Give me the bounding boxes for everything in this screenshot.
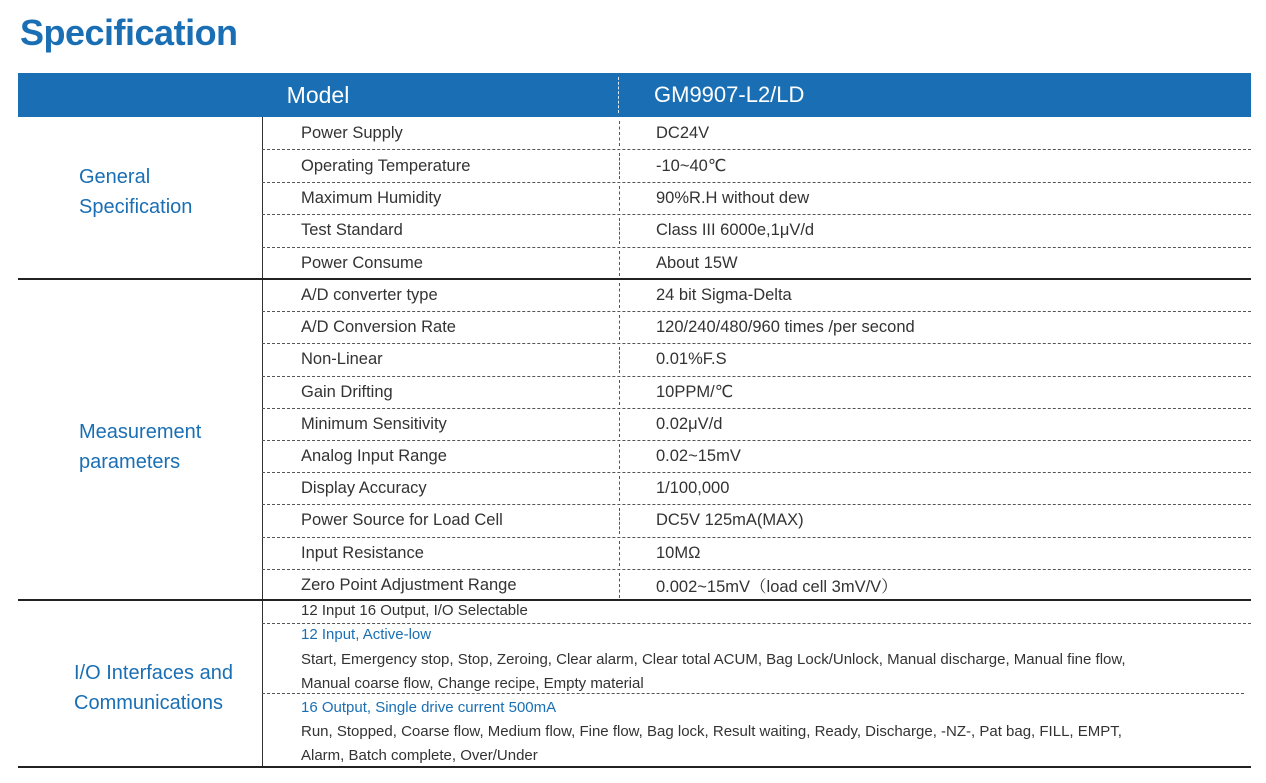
page-title: Specification — [20, 12, 238, 53]
spec-row — [262, 538, 1251, 570]
spec-row — [262, 505, 1251, 537]
spec-row — [262, 473, 1251, 505]
column-divider — [619, 153, 620, 178]
spec-row — [262, 183, 1251, 215]
spec-label: Power Consume — [301, 253, 423, 272]
model-value: GM9907-L2/LD — [654, 82, 805, 107]
spec-value: 0.002~15mV（load cell 3mV/V） — [656, 578, 898, 597]
spec-value: DC24V — [656, 124, 710, 143]
spec-row — [262, 248, 1251, 279]
column-divider — [619, 573, 620, 598]
category-measurement — [79, 417, 201, 477]
spec-row — [262, 118, 1251, 150]
column-divider — [619, 218, 620, 243]
io-output-heading: 16 Output, Single drive current 500mA — [301, 699, 557, 716]
spec-row — [262, 377, 1251, 409]
category-io-line2: Communications — [74, 692, 223, 714]
io-input-line1: Start, Emergency stop, Stop, Zeroing, Clear alarm, Clear total ACUM, Bag Lock/Unlock, Manual discharge, Manual fine flow, — [301, 651, 1126, 668]
spec-value: 0.02μV/d — [656, 414, 723, 433]
spec-row — [262, 312, 1251, 344]
spec-label: Analog Input Range — [301, 447, 447, 466]
spec-value: 1/100,000 — [656, 479, 730, 498]
spec-value: 10PPM/℃ — [656, 383, 734, 402]
section-rule-2 — [18, 599, 1251, 601]
spec-value: 0.01%F.S — [656, 350, 727, 369]
category-measurement-line1: Measurement — [79, 421, 202, 443]
section-rule-3 — [18, 766, 1251, 768]
category-io-line1: I/O Interfaces and — [74, 662, 233, 684]
spec-value: DC5V 125mA(MAX) — [656, 511, 804, 530]
column-divider — [619, 186, 620, 211]
io-input-line2: Manual coarse flow, Change recipe, Empty material — [301, 675, 644, 692]
io-output-line1: Run, Stopped, Coarse flow, Medium flow, Fine flow, Bag lock, Result waiting, Ready, Discharge, -NZ-, Pat bag, FILL, EMPT, — [301, 723, 1122, 740]
column-divider — [619, 508, 620, 533]
column-divider — [619, 315, 620, 340]
spec-label: A/D Conversion Rate — [301, 318, 456, 337]
spec-row — [262, 409, 1251, 441]
category-general-line2: Specification — [79, 196, 193, 218]
model-label: Model — [286, 81, 350, 108]
column-divider — [619, 476, 620, 501]
io-output-line2: Alarm, Batch complete, Over/Under — [301, 747, 538, 764]
spec-label: Minimum Sensitivity — [301, 414, 447, 433]
category-measurement-line2: parameters — [79, 451, 181, 473]
column-divider — [619, 380, 620, 405]
spec-row — [262, 150, 1251, 182]
category-io — [74, 658, 233, 718]
spec-value: 90%R.H without dew — [656, 188, 810, 207]
io-divider-2 — [262, 693, 1244, 694]
header-divider — [618, 77, 619, 113]
spec-row — [262, 215, 1251, 247]
io-summary: 12 Input 16 Output, I/O Selectable — [301, 602, 528, 619]
column-divider — [619, 251, 620, 276]
table-header — [18, 73, 1251, 117]
spec-label: Non-Linear — [301, 350, 383, 369]
column-divider — [619, 444, 620, 469]
column-divider — [619, 412, 620, 437]
spec-value: Class III 6000e,1μV/d — [656, 221, 815, 240]
column-divider — [619, 541, 620, 566]
spec-label: A/D converter type — [301, 286, 438, 305]
spec-label: Zero Point Adjustment Range — [301, 575, 517, 594]
category-general — [79, 162, 192, 222]
spec-label: Maximum Humidity — [301, 188, 442, 207]
column-divider — [619, 283, 620, 308]
spec-row — [262, 344, 1251, 376]
spec-label: Test Standard — [301, 221, 403, 240]
spec-label: Power Source for Load Cell — [301, 511, 503, 530]
io-input-heading: 12 Input, Active-low — [301, 626, 432, 643]
column-divider — [619, 347, 620, 372]
spec-value: About 15W — [656, 253, 738, 272]
spec-value: 10MΩ — [656, 543, 701, 562]
spec-label: Operating Temperature — [301, 156, 471, 175]
spec-value: 120/240/480/960 times /per second — [656, 318, 915, 337]
spec-label: Input Resistance — [301, 543, 424, 562]
spec-value: 0.02~15mV — [656, 447, 741, 466]
spec-label: Display Accuracy — [301, 479, 427, 498]
column-divider — [619, 121, 620, 146]
category-general-line1: General — [79, 166, 151, 188]
spec-row — [262, 441, 1251, 473]
spec-value: 24 bit Sigma-Delta — [656, 286, 792, 305]
spec-row — [262, 570, 1251, 601]
spec-label: Gain Drifting — [301, 382, 393, 401]
spec-value: -10~40℃ — [656, 157, 727, 176]
section-divider-io — [262, 601, 263, 767]
spec-label: Power Supply — [301, 124, 403, 143]
spec-row — [262, 280, 1251, 312]
